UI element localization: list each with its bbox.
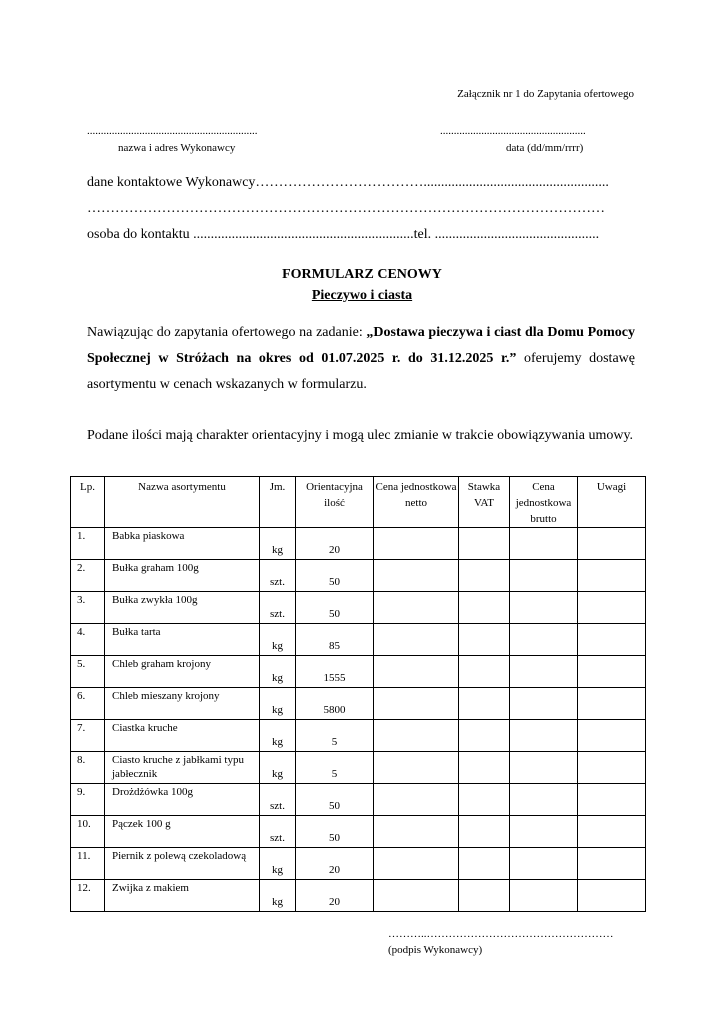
row-lp: 1. [71,528,105,560]
row-unit: szt. [260,592,296,624]
attachment-label: Załącznik nr 1 do Zapytania ofertowego [457,88,634,100]
table-row [71,624,646,656]
row-gross-price-cell[interactable] [510,688,578,720]
row-unit: szt. [260,784,296,816]
row-name: Ciasto kruche z jabłkami typu jabłecznik [105,752,260,784]
table-row [71,816,646,848]
row-qty: 50 [296,560,374,592]
header-qty: Orientacyjna ilość [296,477,374,528]
header-lp: Lp. [71,477,105,528]
row-qty: 5 [296,752,374,784]
header-gross-price: Cena jednostkowa brutto [510,477,578,528]
row-unit: kg [260,848,296,880]
row-unit: szt. [260,816,296,848]
row-lp: 2. [71,560,105,592]
row-notes-cell[interactable] [578,592,646,624]
signature-label: (podpis Wykonawcy) [388,944,483,956]
row-qty: 50 [296,816,374,848]
row-vat-cell[interactable] [459,592,510,624]
row-qty: 20 [296,880,374,912]
contractor-dots: .............................................................. [87,125,258,137]
row-notes-cell[interactable] [578,720,646,752]
row-net-price-cell[interactable] [374,656,459,688]
row-name: Pączek 100 g [105,816,260,848]
row-unit: kg [260,880,296,912]
row-net-price-cell[interactable] [374,624,459,656]
row-name: Bułka zwykła 100g [105,592,260,624]
row-gross-price-cell[interactable] [510,624,578,656]
contractor-label: nazwa i adres Wykonawcy [118,142,236,154]
form-subtitle-text: Pieczywo i ciasta [311,288,413,303]
table-row [71,848,646,880]
row-gross-price-cell[interactable] [510,816,578,848]
row-vat-cell[interactable] [459,880,510,912]
row-qty: 50 [296,784,374,816]
row-lp: 10. [71,816,105,848]
header-net-price: Cena jednostkowa netto [374,477,459,528]
row-notes-cell[interactable] [578,816,646,848]
row-notes-cell[interactable] [578,624,646,656]
row-notes-cell[interactable] [578,688,646,720]
row-name: Chleb graham krojony [105,656,260,688]
row-vat-cell[interactable] [459,784,510,816]
row-vat-cell[interactable] [459,656,510,688]
header-notes: Uwagi [578,477,646,528]
row-lp: 8. [71,752,105,784]
row-net-price-cell[interactable] [374,528,459,560]
row-unit: kg [260,528,296,560]
contact-line-2: ………………………………………………………………………………………………… [87,201,605,216]
date-dots: ..................................................... [440,125,586,137]
row-vat-cell[interactable] [459,528,510,560]
row-net-price-cell[interactable] [374,752,459,784]
table-row [71,784,646,816]
row-unit: kg [260,720,296,752]
row-qty: 5800 [296,688,374,720]
row-lp: 3. [71,592,105,624]
intro-task-name: „Dostawa pieczywa i ciast dla Domu Pomocy Społecznej w Stróżach na okres od 01.07.2025 r. do 31.12.2025 r.” [87,325,635,366]
row-vat-cell[interactable] [459,688,510,720]
table-row [71,528,646,560]
row-vat-cell[interactable] [459,720,510,752]
row-lp: 9. [71,784,105,816]
note-paragraph: Podane ilości mają charakter orientacyjny i mogą ulec zmianie w trakcie obowiązywania umowy. [87,428,634,443]
header-unit: Jm. [260,477,296,528]
row-qty: 85 [296,624,374,656]
row-unit: kg [260,688,296,720]
row-net-price-cell[interactable] [374,720,459,752]
row-net-price-cell[interactable] [374,848,459,880]
contact-person-line: osoba do kontaktu ...............................................................tel. ............................................... [87,227,600,242]
row-gross-price-cell[interactable] [510,560,578,592]
table-row [71,720,646,752]
row-notes-cell[interactable] [578,528,646,560]
row-notes-cell[interactable] [578,784,646,816]
row-name: Ciastka kruche [105,720,260,752]
row-vat-cell[interactable] [459,624,510,656]
intro-paragraph [87,320,635,398]
row-gross-price-cell[interactable] [510,880,578,912]
intro-suffix: oferujemy dostawę asortymentu w cenach wskazanych w formularzu. [87,351,635,392]
row-notes-cell[interactable] [578,752,646,784]
row-gross-price-cell[interactable] [510,720,578,752]
row-notes-cell[interactable] [578,848,646,880]
form-subtitle [0,288,724,304]
header-name: Nazwa asortymentu [105,477,260,528]
row-gross-price-cell[interactable] [510,752,578,784]
row-net-price-cell[interactable] [374,880,459,912]
table-header-row [71,477,646,528]
form-title: FORMULARZ CENOWY [282,267,442,282]
table-row [71,560,646,592]
row-lp: 5. [71,656,105,688]
row-net-price-cell[interactable] [374,560,459,592]
contact-line-1: dane kontaktowe Wykonawcy………………………………..................................................... [87,175,609,190]
intro-prefix: Nawiązując do zapytania ofertowego na zadanie: [87,325,367,340]
row-unit: kg [260,752,296,784]
table-row [71,752,646,784]
row-notes-cell[interactable] [578,880,646,912]
row-gross-price-cell[interactable] [510,528,578,560]
row-name: Chleb mieszany krojony [105,688,260,720]
row-gross-price-cell[interactable] [510,592,578,624]
row-vat-cell[interactable] [459,560,510,592]
row-lp: 6. [71,688,105,720]
row-net-price-cell[interactable] [374,784,459,816]
row-net-price-cell[interactable] [374,592,459,624]
table-row [71,688,646,720]
date-label: data (dd/mm/rrrr) [506,142,584,154]
header-vat: Stawka VAT [459,477,510,528]
row-gross-price-cell[interactable] [510,656,578,688]
row-lp: 4. [71,624,105,656]
row-vat-cell[interactable] [459,848,510,880]
row-lp: 7. [71,720,105,752]
row-lp: 12. [71,880,105,912]
row-net-price-cell[interactable] [374,688,459,720]
signature-dots: ………..…………………………………………… [388,928,614,940]
row-name: Bułka graham 100g [105,560,260,592]
table-row [71,592,646,624]
row-name: Drożdżówka 100g [105,784,260,816]
row-unit: szt. [260,560,296,592]
row-notes-cell[interactable] [578,560,646,592]
row-name: Piernik z polewą czekoladową [105,848,260,880]
row-unit: kg [260,656,296,688]
table-row [71,656,646,688]
row-gross-price-cell[interactable] [510,784,578,816]
row-lp: 11. [71,848,105,880]
row-unit: kg [260,624,296,656]
row-vat-cell[interactable] [459,752,510,784]
row-qty: 1555 [296,656,374,688]
price-table [70,476,646,912]
row-name: Zwijka z makiem [105,880,260,912]
table-row [71,880,646,912]
row-net-price-cell[interactable] [374,816,459,848]
row-qty: 50 [296,592,374,624]
row-name: Babka piaskowa [105,528,260,560]
row-qty: 20 [296,848,374,880]
row-vat-cell[interactable] [459,816,510,848]
row-name: Bułka tarta [105,624,260,656]
row-qty: 20 [296,528,374,560]
row-qty: 5 [296,720,374,752]
row-notes-cell[interactable] [578,656,646,688]
row-gross-price-cell[interactable] [510,848,578,880]
